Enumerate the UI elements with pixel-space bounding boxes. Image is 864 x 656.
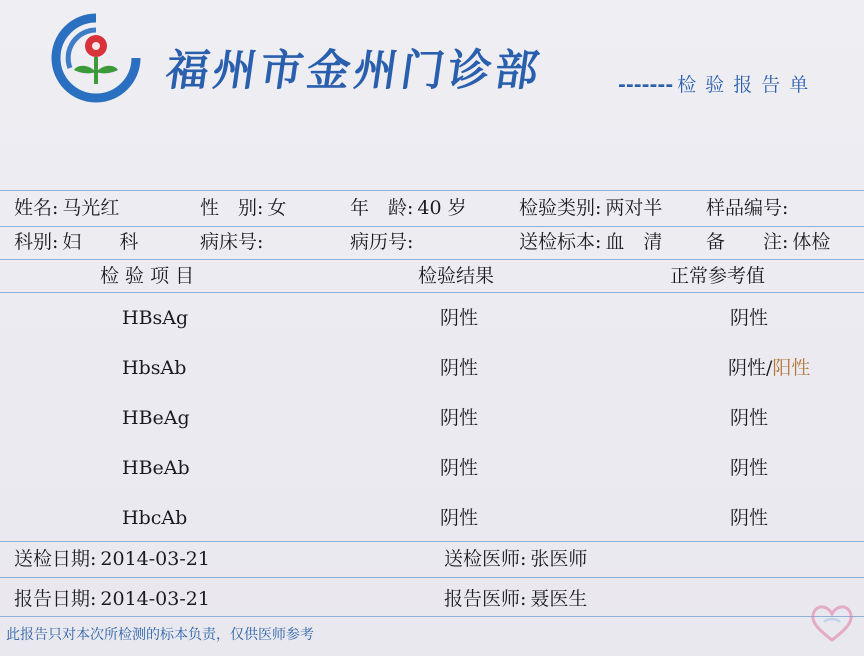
row-item: HBeAg	[122, 407, 190, 429]
row-result: 阴性	[440, 307, 479, 329]
row-reference-positive: 阳性	[772, 357, 811, 379]
row-result: 阴性	[440, 457, 479, 479]
rule-top	[0, 190, 864, 191]
header-test-item: 检 验 项 目	[100, 265, 195, 287]
submit-doctor	[444, 550, 587, 569]
note	[706, 233, 830, 252]
report-date-label: 报告日期:	[14, 588, 97, 610]
patient-gender-value: 女	[267, 197, 287, 219]
note-value: 体检	[792, 231, 831, 253]
submit-date	[14, 550, 210, 569]
rule-footer	[0, 577, 864, 578]
row-result: 阴性	[440, 407, 479, 429]
report-doctor	[444, 590, 587, 609]
row-item: HBeAb	[122, 457, 190, 479]
note-label: 备 注:	[706, 231, 789, 253]
test-type-value: 两对半	[605, 197, 663, 219]
row-item: HbcAb	[122, 507, 188, 529]
report-title-text: 检验报告单	[677, 74, 818, 96]
row-reference: 阴性	[730, 457, 769, 479]
row-reference: 阴性	[730, 407, 769, 429]
rule-table-header	[0, 292, 864, 293]
record-number	[350, 233, 417, 252]
report-doctor-label: 报告医师:	[444, 588, 527, 610]
row-reference: 阴性	[730, 307, 769, 329]
test-type	[519, 199, 662, 218]
clinic-name: 福州市金州门诊部	[162, 46, 546, 96]
specimen	[519, 233, 662, 252]
test-type-label: 检验类别:	[519, 197, 602, 219]
report-doctor-value: 聂医生	[530, 588, 588, 610]
bed-number-label: 病床号:	[200, 231, 264, 253]
row-reference	[728, 359, 810, 378]
patient-age-label: 年 龄:	[350, 197, 414, 219]
submit-date-label: 送检日期:	[14, 548, 97, 570]
rule-table-bottom	[0, 541, 864, 542]
heart-watermark-icon	[806, 600, 858, 644]
rule-info-bottom	[0, 259, 864, 260]
patient-age-value: 40 岁	[417, 197, 467, 219]
patient-gender	[200, 199, 286, 218]
row-result: 阴性	[440, 507, 479, 529]
header-result: 检验结果	[418, 265, 495, 287]
report-title-dash: -------	[618, 74, 674, 96]
department-value: 妇 科	[62, 231, 139, 253]
sample-number	[706, 199, 792, 218]
report-date-value: 2014-03-21	[100, 588, 210, 610]
clinic-logo-icon	[50, 12, 142, 104]
department-label: 科别:	[14, 231, 59, 253]
report-title	[618, 76, 817, 95]
patient-name	[14, 199, 119, 218]
submit-doctor-label: 送检医师:	[444, 548, 527, 570]
rule-info	[0, 226, 864, 227]
row-item: HBsAg	[122, 307, 189, 329]
row-reference: 阴性	[730, 507, 769, 529]
patient-gender-label: 性 别:	[200, 197, 264, 219]
specimen-label: 送检标本:	[519, 231, 602, 253]
row-reference-negative: 阴性/	[728, 357, 773, 379]
header-reference: 正常参考值	[670, 265, 766, 287]
rule-footer-bottom	[0, 616, 864, 617]
sample-number-label: 样品编号:	[706, 197, 789, 219]
bed-number	[200, 233, 267, 252]
disclaimer: 此报告只对本次所检测的标本负责，仅供医师参考	[6, 627, 314, 643]
record-number-label: 病历号:	[350, 231, 414, 253]
row-item: HbsAb	[122, 357, 187, 379]
submit-date-value: 2014-03-21	[100, 548, 210, 570]
department	[14, 233, 138, 252]
row-result: 阴性	[440, 357, 479, 379]
specimen-value: 血 清	[605, 231, 663, 253]
submit-doctor-value: 张医师	[530, 548, 588, 570]
patient-name-label: 姓名:	[14, 197, 59, 219]
report-date	[14, 590, 210, 609]
patient-name-value: 马光红	[62, 197, 120, 219]
patient-age	[350, 199, 467, 218]
